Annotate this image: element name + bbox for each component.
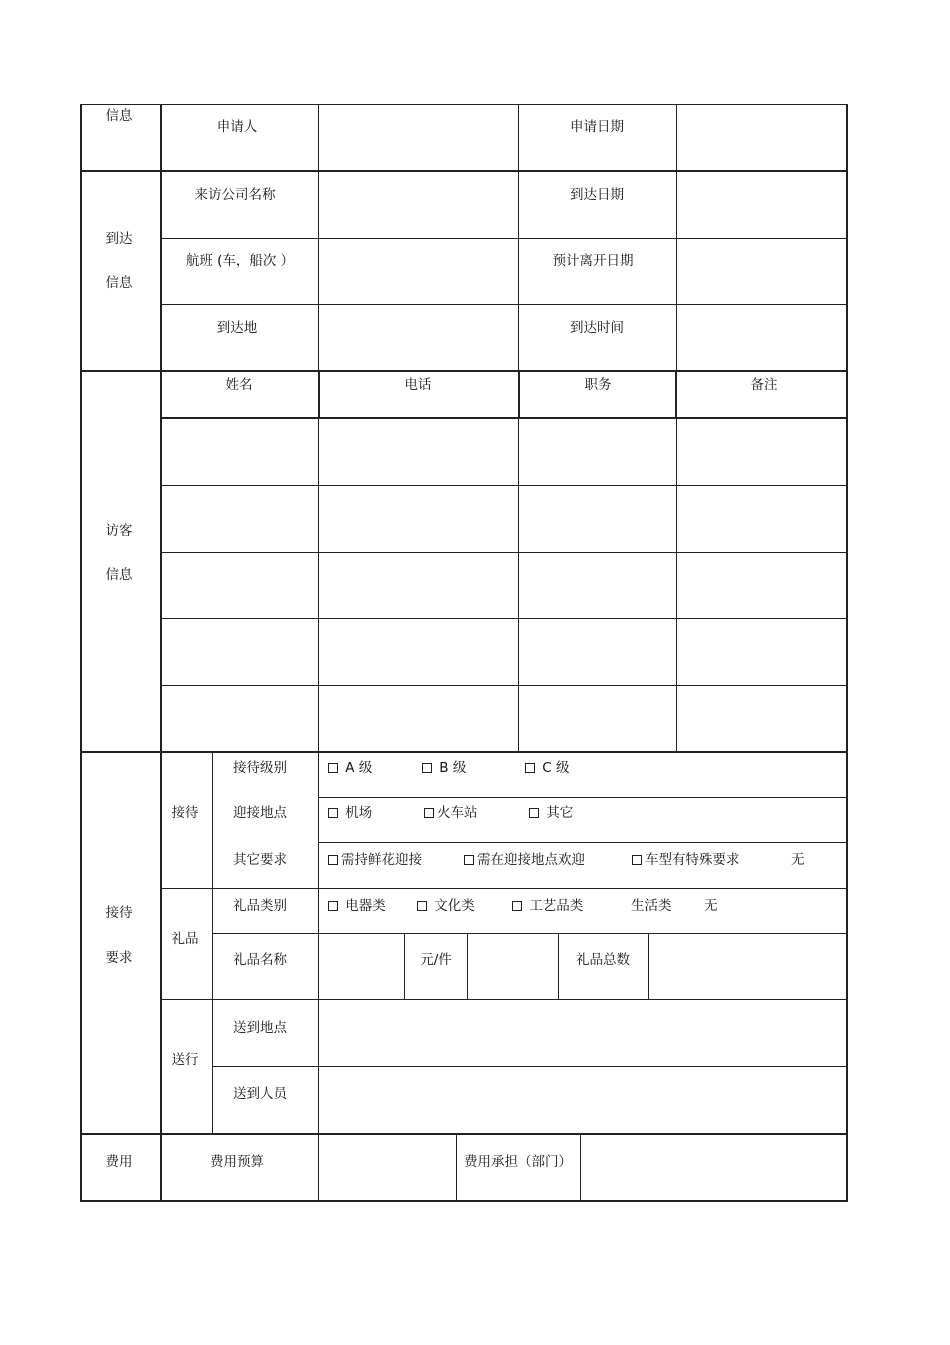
checkbox-icon[interactable] bbox=[525, 763, 535, 773]
applicant-label: 申请人 bbox=[216, 119, 258, 135]
cost-bearer-label: 费用承担（部门） bbox=[464, 1154, 572, 1170]
level-option-c[interactable]: C 级 bbox=[525, 760, 570, 776]
checkbox-icon[interactable] bbox=[464, 855, 474, 865]
budget-input[interactable] bbox=[320, 1136, 455, 1199]
flight-label: 航班 (车，船次 ） bbox=[185, 253, 295, 269]
apply-date-label: 申请日期 bbox=[570, 119, 624, 135]
section-arrival-line2: 信息 bbox=[105, 275, 133, 291]
arrival-place-label: 到达地 bbox=[216, 320, 258, 336]
send-person-label: 送到人员 bbox=[233, 1086, 287, 1102]
gift-name-label: 礼品名称 bbox=[233, 952, 287, 968]
visit-company-label: 来访公司名称 bbox=[194, 187, 276, 203]
gift-option-culture[interactable]: 文化类 bbox=[417, 898, 475, 914]
pickup-option-airport[interactable]: 机场 bbox=[328, 805, 372, 821]
checkbox-icon[interactable] bbox=[328, 763, 338, 773]
pickup-place-label: 迎接地点 bbox=[233, 805, 287, 821]
group-gift-label: 礼品 bbox=[171, 931, 199, 947]
other-option-welcome[interactable]: 需在迎接地点欢迎 bbox=[464, 852, 585, 868]
pickup-option-other[interactable]: 其它 bbox=[529, 805, 573, 821]
cost-bearer-input[interactable] bbox=[582, 1136, 845, 1199]
checkbox-icon[interactable] bbox=[328, 855, 338, 865]
section-reception-line2: 要求 bbox=[105, 950, 133, 966]
level-option-a[interactable]: A 级 bbox=[328, 760, 372, 776]
checkbox-icon[interactable] bbox=[417, 901, 427, 911]
other-requirements-label: 其它要求 bbox=[233, 852, 287, 868]
applicant-input[interactable] bbox=[320, 106, 517, 169]
other-option-vehicle[interactable]: 车型有特殊要求 bbox=[632, 852, 740, 868]
send-person-input[interactable] bbox=[320, 1068, 845, 1132]
section-visitor-line2: 信息 bbox=[105, 567, 133, 583]
arrival-time-input[interactable] bbox=[678, 306, 845, 369]
checkbox-icon[interactable] bbox=[424, 808, 434, 818]
pickup-option-station[interactable]: 火车站 bbox=[424, 805, 478, 821]
checkbox-icon[interactable] bbox=[632, 855, 642, 865]
checkbox-icon[interactable] bbox=[328, 808, 338, 818]
gift-option-crafts[interactable]: 工艺品类 bbox=[512, 898, 583, 914]
arrival-date-input[interactable] bbox=[678, 173, 845, 237]
section-cost-label: 费用 bbox=[105, 1154, 133, 1170]
level-option-b[interactable]: B 级 bbox=[422, 760, 466, 776]
arrival-date-label: 到达日期 bbox=[570, 187, 624, 203]
budget-label: 费用预算 bbox=[210, 1154, 264, 1170]
other-option-flowers[interactable]: 需持鲜花迎接 bbox=[328, 852, 422, 868]
group-reception-label: 接待 bbox=[171, 805, 199, 821]
flight-input[interactable] bbox=[320, 240, 517, 303]
gift-name-input[interactable] bbox=[320, 935, 403, 998]
gift-option-none[interactable]: 无 bbox=[704, 898, 718, 914]
section-info-label: 信息 bbox=[105, 108, 133, 124]
other-option-none[interactable]: 无 bbox=[791, 852, 805, 868]
leave-date-label: 预计离开日期 bbox=[552, 253, 634, 269]
gift-total-input[interactable] bbox=[650, 935, 845, 998]
visitor-header-remark: 备注 bbox=[750, 377, 778, 393]
section-arrival-line1: 到达 bbox=[105, 231, 133, 247]
send-place-label: 送到地点 bbox=[233, 1020, 287, 1036]
apply-date-input[interactable] bbox=[678, 106, 845, 169]
arrival-place-input[interactable] bbox=[320, 306, 517, 369]
visitor-header-phone: 电话 bbox=[404, 377, 432, 393]
checkbox-icon[interactable] bbox=[529, 808, 539, 818]
checkbox-icon[interactable] bbox=[512, 901, 522, 911]
unit-price-label: 元/件 bbox=[420, 952, 452, 968]
leave-date-input[interactable] bbox=[678, 240, 845, 303]
send-place-input[interactable] bbox=[320, 1001, 845, 1065]
gift-option-electrical[interactable]: 电器类 bbox=[328, 898, 386, 914]
visitor-header-title: 职务 bbox=[584, 377, 612, 393]
gift-type-label: 礼品类别 bbox=[233, 898, 287, 914]
visitor-header-name: 姓名 bbox=[225, 377, 253, 393]
group-sendoff-label: 送行 bbox=[171, 1052, 199, 1068]
section-reception-line1: 接待 bbox=[105, 905, 133, 921]
section-visitor-line1: 访客 bbox=[105, 523, 133, 539]
arrival-time-label: 到达时间 bbox=[570, 320, 624, 336]
checkbox-icon[interactable] bbox=[422, 763, 432, 773]
unit-price-input[interactable] bbox=[469, 935, 557, 998]
reception-level-label: 接待级别 bbox=[233, 760, 287, 776]
gift-option-life[interactable]: 生活类 bbox=[631, 898, 672, 914]
visitor-entry-rows[interactable] bbox=[162, 420, 846, 750]
checkbox-icon[interactable] bbox=[328, 901, 338, 911]
visit-company-input[interactable] bbox=[320, 173, 517, 237]
gift-total-label: 礼品总数 bbox=[576, 952, 630, 968]
